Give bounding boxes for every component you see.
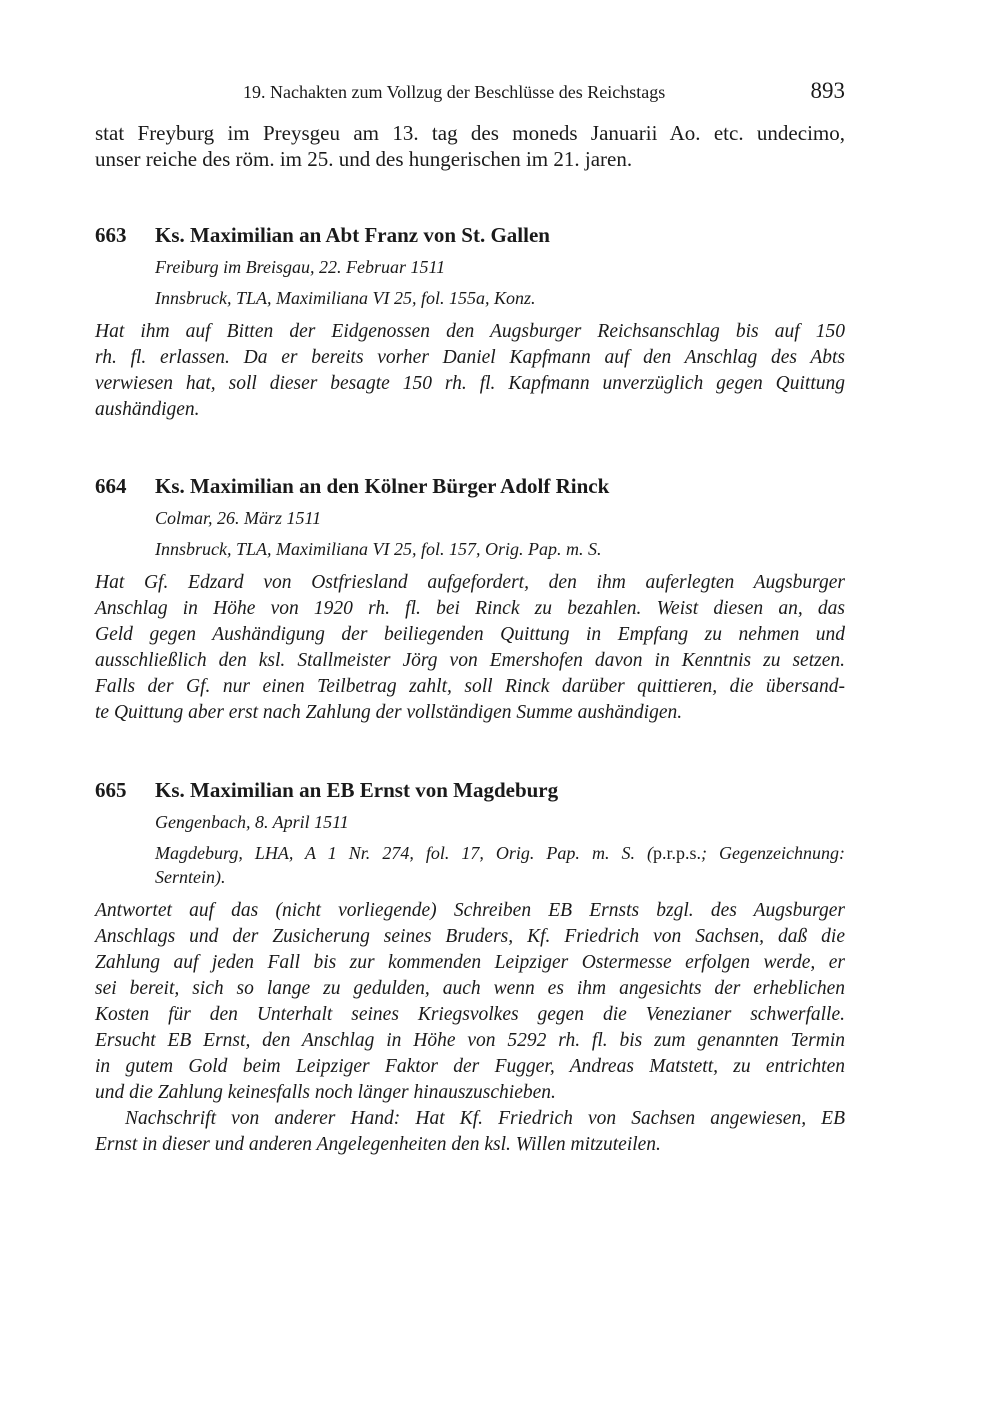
- text-line: verwiesen hat, soll dieser besagte 150 rh. fl. Kapfmann unverzüglich gegen Quittung: [95, 373, 845, 394]
- entry-title: Ks. Maximilian an Abt Franz von St. Gallen: [155, 223, 550, 247]
- entry-meta-663: [155, 255, 845, 310]
- text-line: Anschlag in Höhe von 1920 rh. fl. bei Rinck zu bezahlen. Weist diesen an, das: [95, 598, 845, 619]
- entry-summary-663: [95, 319, 845, 423]
- running-head: [95, 80, 845, 106]
- place-date: Freiburg im Breisgau, 22. Februar 1511: [155, 257, 446, 277]
- text-line: Kosten für den Unterhalt seines Kriegsvolkes gegen die Venezianer schwerfalle.: [95, 1004, 845, 1025]
- archival-source: Innsbruck, TLA, Maximiliana VI 25, fol. 157, Orig. Pap. m. S.: [155, 539, 602, 559]
- text-line: stat Freyburg im Preysgeu am 13. tag des moneds Januarii Ao. etc. undecimo,: [95, 121, 845, 145]
- source-text: Magdeburg, LHA, A 1 Nr. 274, fol. 17, Orig. Pap. m. S. (: [155, 843, 653, 863]
- archival-source: Innsbruck, TLA, Maximiliana VI 25, fol. 155a, Konz.: [155, 288, 536, 308]
- entry-meta-664: [155, 506, 845, 561]
- entry-heading-665: [95, 776, 558, 804]
- archival-source: [155, 841, 845, 865]
- place-date: Colmar, 26. März 1511: [155, 508, 322, 528]
- entry-number: 665: [95, 778, 127, 802]
- text-line: Hat ihm auf Bitten der Eidgenossen den Augsburger Reichsanschlag bis auf 150: [95, 321, 845, 342]
- text-line: ausschließlich den ksl. Stallmeister Jörg von Emershofen davon in Kenntnis zu setzen.: [95, 650, 845, 671]
- text-line: Hat Gf. Edzard von Ostfriesland aufgefordert, den ihm auferlegten Augsburger: [95, 572, 845, 593]
- entry-summary-664: [95, 570, 845, 726]
- text-line: rh. fl. erlassen. Da er bereits vorher Daniel Kapfmann auf den Anschlag des Abts: [95, 347, 845, 368]
- page-number: 893: [810, 78, 845, 103]
- text-line: Geld gegen Aushändigung der beiliegenden Quittung in Empfang zu nehmen und: [95, 624, 845, 645]
- running-head-title: 19. Nachakten zum Vollzug der Beschlüsse des Reichstags: [243, 82, 666, 102]
- archival-source-continued: Serntein).: [155, 867, 226, 887]
- source-text: ; Gegenzeichnung:: [701, 843, 845, 863]
- text-line: Anschlags und der Zusicherung seines Bruders, Kf. Friedrich von Sachsen, daß die: [95, 926, 845, 947]
- entry-title: Ks. Maximilian an EB Ernst von Magdeburg: [155, 778, 559, 802]
- entry-number: 664: [95, 474, 127, 498]
- postscript-line: Ernst in dieser und anderen Angelegenheiten den ksl. Willen mitzuteilen.: [95, 1134, 661, 1155]
- text-line: Antwortet auf das (nicht vorliegende) Schreiben EB Ernsts bzgl. des Augsburger: [95, 900, 845, 921]
- text-line: Zahlung auf jeden Fall bis zur kommenden Leipziger Ostermesse erfolgen werde, er: [95, 952, 845, 973]
- text-line: in gutem Gold beim Leipziger Faktor der Fugger, Andreas Matstett, zu entrichten: [95, 1056, 845, 1077]
- intro-text: [95, 120, 845, 172]
- entry-heading-663: [95, 221, 550, 249]
- text-line: Falls der Gf. nur einen Teilbetrag zahlt, soll Rinck darüber quittieren, die übersand-: [95, 676, 845, 697]
- text-line: aushändigen.: [95, 399, 200, 420]
- text-line: unser reiche des röm. im 25. und des hungerischen im 21. jaren.: [95, 147, 633, 171]
- text-line: te Quittung aber erst nach Zahlung der vollständigen Summe aushändigen.: [95, 702, 683, 723]
- entry-meta-665: [155, 810, 845, 889]
- text-line: sei bereit, sich so lange zu gedulden, auch wenn es ihm angesichts der erheblichen: [95, 978, 845, 999]
- entry-heading-664: [95, 472, 609, 500]
- postscript-line: Nachschrift von anderer Hand: Hat Kf. Friedrich von Sachsen angewiesen, EB: [125, 1108, 845, 1129]
- entry-summary-665: [95, 898, 845, 1158]
- place-date: Gengenbach, 8. April 1511: [155, 812, 349, 832]
- source-abbreviation: p.r.p.s.: [653, 843, 702, 863]
- text-line: und die Zahlung keinesfalls noch länger hinauszuschieben.: [95, 1082, 556, 1103]
- text-line: Ersucht EB Ernst, den Anschlag in Höhe von 5292 rh. fl. bis zum genannten Termin: [95, 1030, 845, 1051]
- entry-title: Ks. Maximilian an den Kölner Bürger Adolf Rinck: [155, 474, 610, 498]
- entry-number: 663: [95, 223, 127, 247]
